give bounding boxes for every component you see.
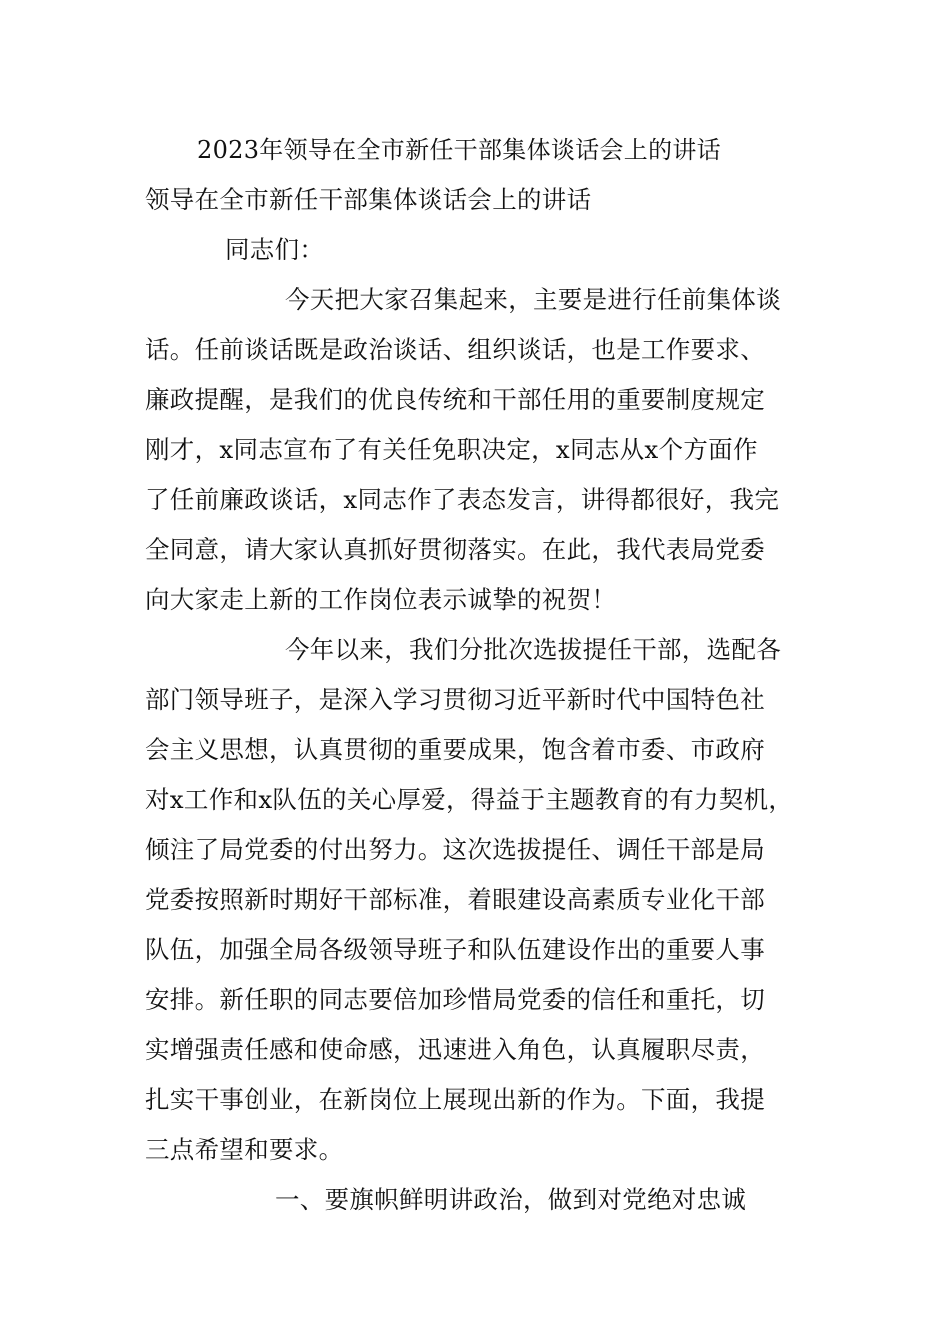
- paragraph-line: 扎实干事创业，在新岗位上展现出新的作为。下面，我提: [145, 1085, 765, 1114]
- paragraph-line: 党委按照新时期好干部标准，着眼建设高素质专业化干部: [145, 885, 765, 914]
- paragraph-line: 倾注了局党委的付出努力。这次选拔提任、调任干部是局: [145, 835, 765, 864]
- paragraph-line: 了任前廉政谈话，x同志作了表态发言，讲得都很好，我完: [145, 485, 780, 514]
- paragraph-line: 实增强责任感和使命感，迅速进入角色，认真履职尽责，: [145, 1035, 765, 1064]
- paragraph-line: 安排。新任职的同志要倍加珍惜局党委的信任和重托，切: [145, 985, 765, 1014]
- document-title: 2023年领导在全市新任干部集体谈话会上的讲话: [197, 136, 721, 164]
- section-heading-1: 一、要旗帜鲜明讲政治，做到对党绝对忠诚: [275, 1185, 747, 1214]
- paragraph-line: 会主义思想，认真贯彻的重要成果，饱含着市委、市政府: [145, 735, 765, 764]
- paragraph-line: 全同意，请大家认真抓好贯彻落实。在此，我代表局党委: [145, 535, 765, 564]
- paragraph-line: 队伍，加强全局各级领导班子和队伍建设作出的重要人事: [145, 935, 765, 964]
- paragraph-line: 对x工作和x队伍的关心厚爱，得益于主题教育的有力契机，: [145, 785, 794, 814]
- salutation: 同志们：: [225, 235, 325, 264]
- paragraph-line: 刚才，x同志宣布了有关任免职决定，x同志从x个方面作: [145, 435, 758, 464]
- paragraph-line: 部门领导班子，是深入学习贯彻习近平新时代中国特色社: [145, 685, 765, 714]
- paragraph-line: 廉政提醒，是我们的优良传统和干部任用的重要制度规定: [145, 385, 765, 414]
- paragraph-line: 向大家走上新的工作岗位表示诚挚的祝贺！: [145, 585, 617, 614]
- paragraph-line: 今年以来，我们分批次选拔提任干部，选配各: [285, 635, 781, 664]
- document-subtitle: 领导在全市新任干部集体谈话会上的讲话: [145, 185, 592, 214]
- paragraph-line: 今天把大家召集起来，主要是进行任前集体谈: [285, 285, 781, 314]
- paragraph-line: 三点希望和要求。: [145, 1135, 344, 1164]
- paragraph-line: 话。任前谈话既是政治谈话、组织谈话，也是工作要求、: [145, 335, 765, 364]
